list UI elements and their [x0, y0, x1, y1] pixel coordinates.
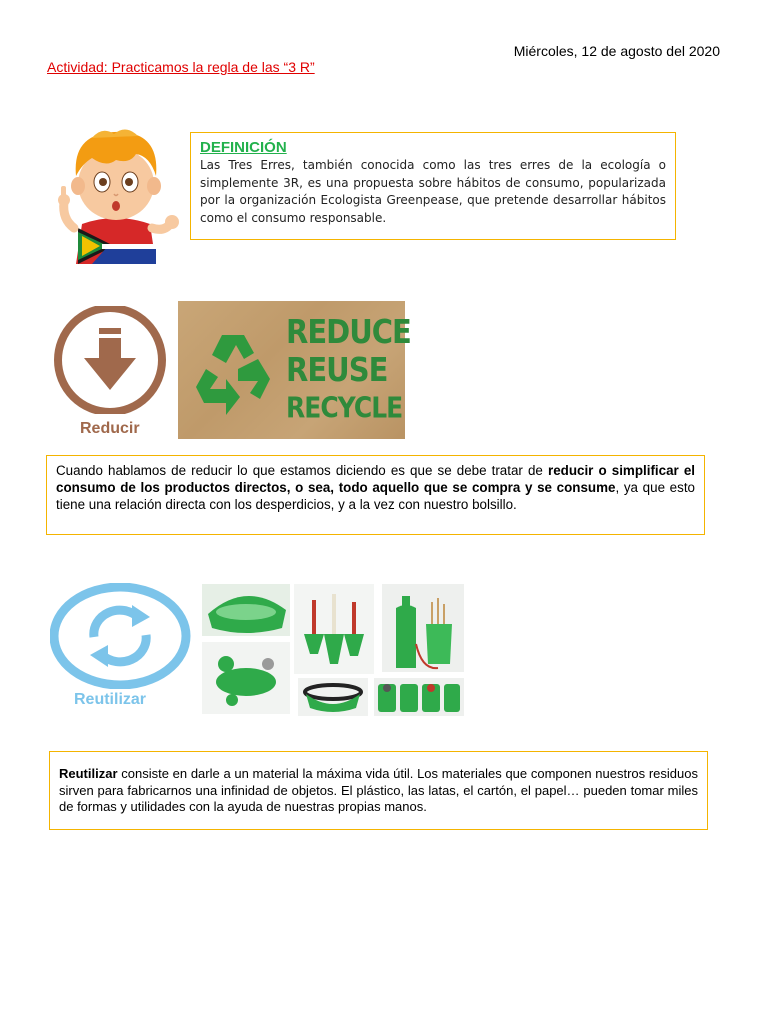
reuse-text-box — [49, 751, 708, 830]
definition-text: Las Tres Erres, también conocida como las tres erres de la ecología o simplemente 3R, es una propuesta sobre hábitos de consumo, popularizada por la organización Ecologista Greenpease, que pretende desarrollar hábitos como el consumo responsable. — [200, 158, 666, 225]
word-reuse: REUSE — [286, 349, 388, 389]
reuse-icon-block — [50, 583, 192, 713]
cardboard-words — [286, 313, 411, 427]
photo-bottle-bracelet — [298, 678, 368, 716]
circular-arrows-icon — [50, 583, 192, 689]
down-arrow-icon — [50, 306, 170, 414]
reduce-text-part2: , ya que esto tiene una relación directa con los desperdicios, y a la vez con nuestro bolsillo. — [56, 480, 695, 512]
reduce-text-bold: reducir o simplificar el consumo de los productos directos, o sea, todo aquello que se compra y se consume — [56, 463, 695, 495]
reduce-icon-block — [50, 306, 170, 442]
reused-bottles-collage — [202, 584, 464, 716]
activity-title: Actividad: Practicamos la regla de las “3 R” — [47, 59, 315, 75]
photo-candle-holders — [294, 584, 374, 674]
reduce-text-part1: Cuando hablamos de reducir lo que estamos diciendo es que se debe tratar de — [56, 463, 548, 478]
recycle-icon — [192, 325, 284, 423]
cartoon-boy-illustration — [52, 124, 180, 264]
word-recycle: RECYCLE — [286, 391, 403, 425]
photo-bottle-toy — [202, 642, 290, 714]
photo-bottle-organizers — [374, 678, 464, 716]
reduce-label: Reducir — [80, 420, 140, 437]
definition-box — [190, 132, 676, 240]
photo-bottle-containers — [382, 584, 464, 672]
photo-bottle-bowl — [202, 584, 290, 636]
reduce-reuse-recycle-image — [178, 301, 411, 439]
reduce-text-box — [46, 455, 705, 535]
date-text: Miércoles, 12 de agosto del 2020 — [513, 43, 720, 59]
reuse-text-bold: Reutilizar — [59, 766, 118, 781]
reuse-text: consiste en darle a un material la máxima vida útil. Los materiales que componen nuestros residuos sirven para fabricarnos una infinidad de objetos. El plástico, las latas, el cartón, el papel… pueden tomar miles de formas y utilidades con la ayuda de nuestras propias manos. — [59, 766, 698, 814]
reuse-label: Reutilizar — [74, 691, 147, 708]
word-reduce: REDUCE — [286, 311, 411, 351]
definition-heading: DEFINICIÓN — [200, 139, 287, 156]
